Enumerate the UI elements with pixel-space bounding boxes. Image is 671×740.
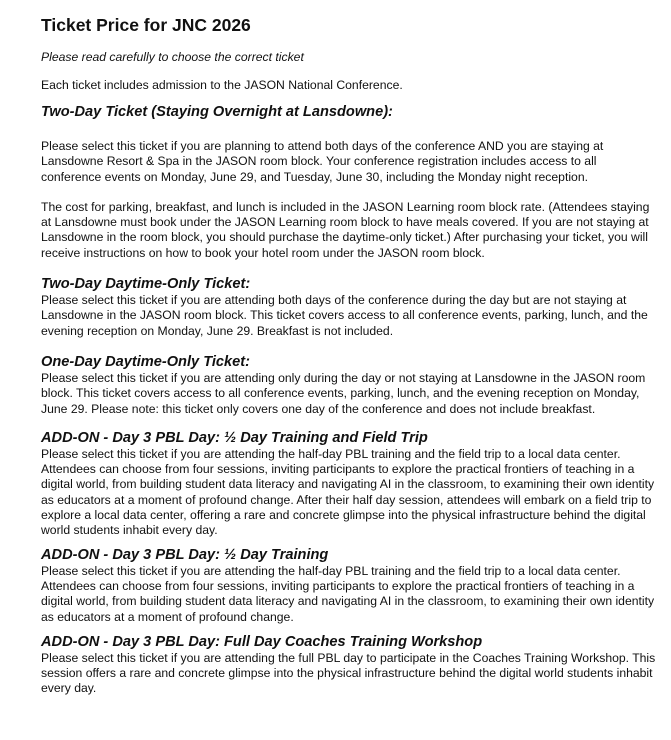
page-title: Ticket Price for JNC 2026 [41, 15, 251, 35]
section-paragraph: The cost for parking, breakfast, and lunch is included in the JASON Learning room block rate. (Attendees staying at Lansdowne must book under the JASON Learning room block to have meals covered. If you are not staying at Lansdowne in the room block, you should purchase the daytime-only ticket.) After purchasing your ticket, you will receive instructions on how to book your hotel room under the JASON room block. [41, 199, 650, 260]
section-paragraph: Please select this ticket if you are attending the half-day PBL training and the field trip to a local data center. Attendees can choose from four sessions, inviting participants to explore the practical frontiers of teaching in a digital world, from building student data literacy and navigating AI in the classroom, to examining their own identity as educators at a moment of profound change. [41, 563, 655, 624]
section-paragraph: Please select this ticket if you are attending only during the day or not staying at Lansdowne in the JASON room block. This ticket covers access to all conference events, parking, lunch, and the evening reception on Monday, June 29. Please note: this ticket only covers one day of the conference and does not include breakfast. [41, 370, 646, 416]
section-addon-coaches-workshop [41, 634, 657, 697]
section-paragraph: Please select this ticket if you are attending both days of the conference during the day but are not staying at Lansdowne in the JASON room block. This ticket covers access to all conference events, parking, lunch, and the evening reception on Monday, June 29. Breakfast is not included. [41, 293, 648, 338]
section-heading: One-Day Daytime-Only Ticket: [41, 353, 250, 370]
section-two-day-daytime [41, 276, 657, 339]
section-addon-half-day-field-trip [41, 430, 657, 539]
intro-text: Each ticket includes admission to the JASON National Conference. [41, 78, 403, 92]
section-heading: Two-Day Daytime-Only Ticket: [41, 276, 251, 293]
section-heading: ADD-ON - Day 3 PBL Day: ½ Day Training [41, 546, 329, 563]
section-one-day-daytime [41, 354, 657, 417]
section-paragraph: Please select this ticket if you are planning to attend both days of the conference AND you are staying at Lansdowne Resort & Spa in the JASON room block. Your conference registration includes access to all conference events on Monday, June 29, and Tuesday, June 30, including the Monday night reception. [41, 139, 604, 184]
section-addon-half-day-training [41, 547, 657, 625]
section-paragraph: Please select this ticket if you are attending the full PBL day to participate in the Coaches Training Workshop. This session offers a rare and concrete glimpse into the physical infrastructure behind the digital world students inhabit every day. [41, 650, 656, 696]
section-paragraph: Please select this ticket if you are attending the half-day PBL training and the field trip to a local data center. Attendees can choose from four sessions, inviting participants to explore the practical frontiers of teaching in a digital world, from building student data literacy and navigating AI in the classroom, to examining their own identity as educators at a moment of profound change. After their half day session, attendees will embark on a field trip to explore a local data center, offering a rare and concrete glimpse into the physical infrastructure behind the digital world students inhabit every day. [41, 446, 655, 538]
section-heading: Two-Day Ticket (Staying Overnight at Lansdowne): [41, 104, 393, 120]
section-heading: ADD-ON - Day 3 PBL Day: ½ Day Training and Field Trip [41, 429, 428, 446]
page-subtitle: Please read carefully to choose the correct ticket [41, 50, 304, 64]
section-two-day-overnight [41, 104, 657, 261]
section-heading: ADD-ON - Day 3 PBL Day: Full Day Coaches Training Workshop [41, 633, 483, 650]
